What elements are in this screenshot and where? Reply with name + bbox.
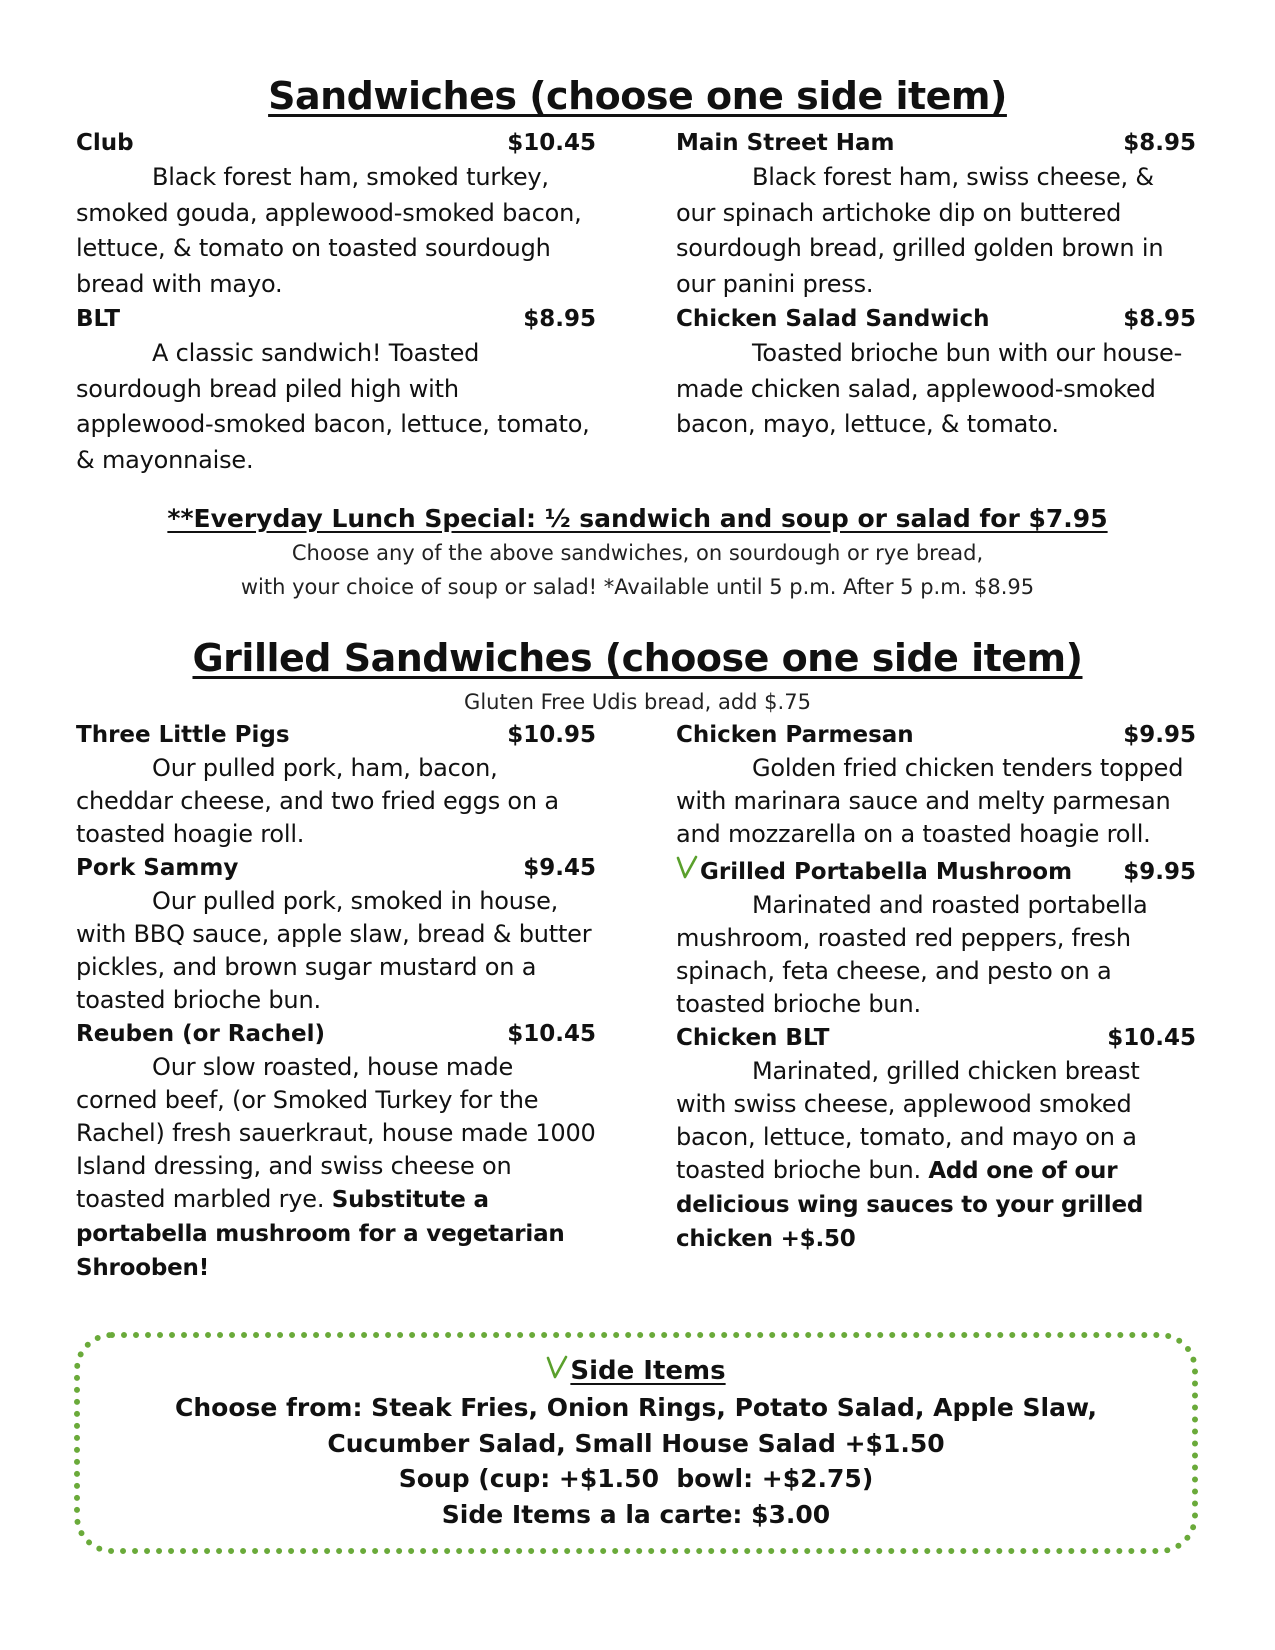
item-description: Toasted brioche bun with our house-made chicken salad, applewood-smoked bacon, mayo, lettuce, & tomato. <box>676 339 1183 438</box>
item-name: Chicken Salad Sandwich <box>676 306 990 332</box>
menu-item-three-little-pigs <box>76 718 596 851</box>
lunch-special-line-1: Choose any of the above sandwiches, on sourdough or rye bread, <box>291 541 984 565</box>
item-name: Chicken Parmesan <box>676 722 914 748</box>
item-price: $8.95 <box>523 306 596 332</box>
item-name: Main Street Ham <box>676 130 895 156</box>
menu-item-main-street-ham <box>676 126 1196 302</box>
menu-item-reuben <box>76 1017 596 1285</box>
item-description: Golden fried chicken tenders topped with marinara sauce and melty parmesan and mozzarella on a toasted hoagie roll. <box>676 754 1184 848</box>
side-items-line-4: Side Items a la carte: $3.00 <box>441 1499 831 1529</box>
side-items-box <box>74 1332 1198 1554</box>
menu-item-chicken-blt <box>676 1021 1196 1256</box>
menu-item-pork-sammy <box>76 851 596 1017</box>
item-name: Pork Sammy <box>76 855 239 881</box>
item-name: Grilled Portabella Mushroom <box>700 859 1073 885</box>
menu-item-club <box>76 126 596 302</box>
item-description-bold-note: Substitute a portabella mushroom for a vegetarian Shrooben! <box>76 1187 565 1281</box>
sandwiches-left-column <box>76 126 596 478</box>
vegetarian-v-icon <box>546 1355 568 1381</box>
side-items-line-2: Cucumber Salad, Small House Salad +$1.50 <box>327 1428 945 1458</box>
item-description-text: Marinated, grilled chicken breast with swiss cheese, applewood smoked bacon, lettuce, tomato, and mayo on a toasted brioche bun. <box>676 1057 1140 1184</box>
sandwiches-right-column <box>676 126 1196 443</box>
item-price: $9.45 <box>523 855 596 881</box>
menu-item-chicken-salad-sandwich <box>676 302 1196 443</box>
item-name: Club <box>76 130 134 156</box>
item-price: $8.95 <box>1123 306 1196 332</box>
item-description: Marinated and roasted portabella mushroom, roasted red peppers, fresh spinach, feta cheese, and pesto on a toasted brioche bun. <box>676 891 1148 1018</box>
sandwiches-title: Sandwiches (choose one side item) <box>268 74 1007 118</box>
side-items-title: Side Items <box>570 1356 726 1386</box>
side-items-title-row <box>80 1352 1192 1390</box>
item-description-text: Our slow roasted, house made corned beef, (or Smoked Turkey for the Rachel) fresh sauerkraut, house made 1000 Island dressing, and swiss cheese on toasted marbled rye. <box>76 1053 596 1213</box>
menu-item-grilled-portabella-mushroom <box>676 855 1196 1021</box>
side-items-line-3: Soup (cup: +$1.50 bowl: +$2.75) <box>398 1464 874 1493</box>
item-description: Black forest ham, smoked turkey, smoked gouda, applewood-smoked bacon, lettuce, & tomato on toasted sourdough bread with mayo. <box>76 163 582 298</box>
item-description: Our pulled pork, ham, bacon, cheddar cheese, and two fried eggs on a toasted hoagie roll. <box>76 754 559 848</box>
item-description <box>76 1051 596 1285</box>
lunch-special <box>0 502 1275 604</box>
lunch-special-heading: **Everyday Lunch Special: ½ sandwich and soup or salad for $7.95 <box>167 504 1108 533</box>
item-name: Chicken BLT <box>676 1025 830 1051</box>
item-price: $10.45 <box>507 1021 596 1047</box>
item-description-bold-note: Add one of our delicious wing sauces to your grilled chicken +$.50 <box>676 1158 1144 1252</box>
item-price: $10.95 <box>507 722 596 748</box>
lunch-special-line-2: with your choice of soup or salad! *Available until 5 p.m. After 5 p.m. $8.95 <box>240 575 1035 599</box>
menu-item-chicken-parmesan <box>676 718 1196 851</box>
vegetarian-v-icon <box>676 855 698 881</box>
grilled-right-column <box>676 718 1196 1256</box>
item-description: Our pulled pork, smoked in house, with BBQ sauce, apple slaw, bread & butter pickles, and brown sugar mustard on a toasted brioche bun. <box>76 887 592 1014</box>
gluten-free-note: Gluten Free Udis bread, add $.75 <box>464 690 811 714</box>
item-price: $8.95 <box>1123 130 1196 156</box>
item-name: Three Little Pigs <box>76 722 290 748</box>
item-description <box>676 1055 1196 1256</box>
item-description: Black forest ham, swiss cheese, & our spinach artichoke dip on buttered sourdough bread, grilled golden brown in our panini press. <box>676 163 1164 298</box>
side-items-line-1: Choose from: Steak Fries, Onion Rings, Potato Salad, Apple Slaw, <box>175 1393 1097 1422</box>
item-name: BLT <box>76 306 121 332</box>
item-price: $10.45 <box>1107 1025 1196 1051</box>
item-price: $10.45 <box>507 130 596 156</box>
item-description: A classic sandwich! Toasted sourdough bread piled high with applewood-smoked bacon, lettuce, tomato, & mayonnaise. <box>76 339 590 474</box>
item-price: $9.95 <box>1123 722 1196 748</box>
menu-item-blt <box>76 302 596 478</box>
item-price: $9.95 <box>1123 859 1196 885</box>
item-name: Reuben (or Rachel) <box>76 1021 326 1047</box>
grilled-sandwiches-title: Grilled Sandwiches (choose one side item) <box>192 636 1083 680</box>
grilled-left-column <box>76 718 596 1285</box>
